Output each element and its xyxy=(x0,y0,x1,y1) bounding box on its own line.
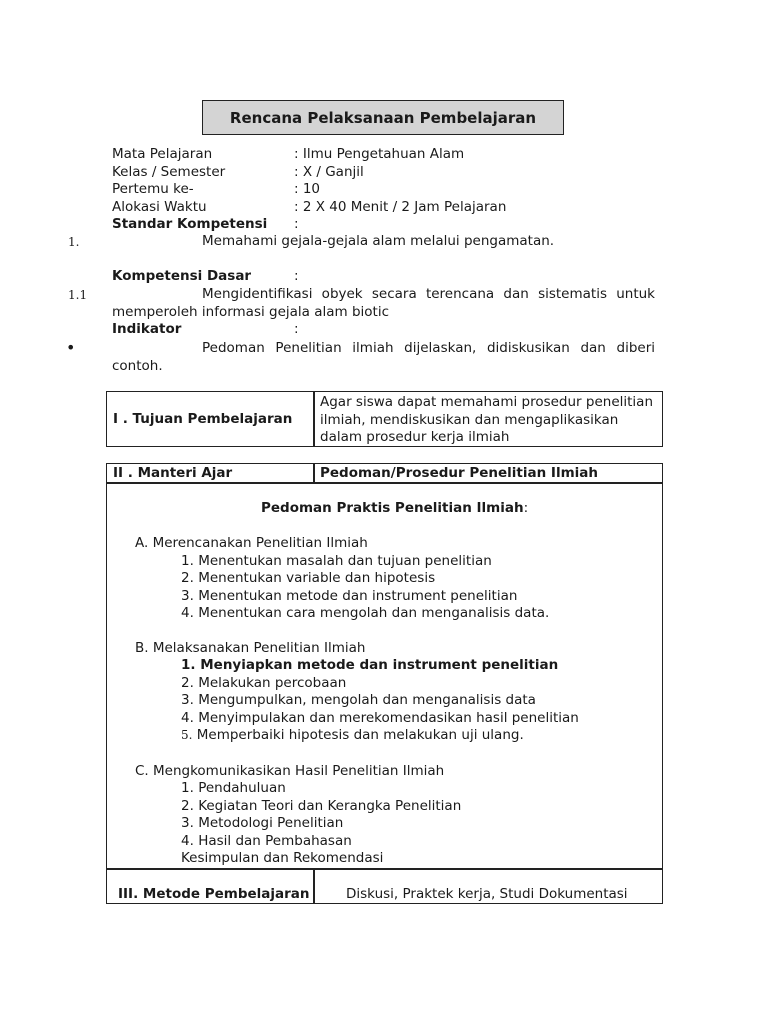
list-item-number: 3. xyxy=(181,587,194,604)
kompetensi-number: 1.1 xyxy=(68,288,88,302)
section-b-title: B. Melaksanakan Penelitian Ilmiah xyxy=(135,640,366,656)
metode-rule xyxy=(106,868,663,870)
list-item-number: 3. xyxy=(181,815,194,831)
info-label-kelas: Kelas / Semester xyxy=(112,163,226,180)
metode-label: III. Metode Pembelajaran xyxy=(118,886,310,902)
list-item-number: 1. xyxy=(181,780,194,796)
tujuan-line2: ilmiah, mendiskusikan dan mengaplikasikan xyxy=(320,411,619,428)
list-item-number: 3. xyxy=(181,692,194,708)
list-item xyxy=(181,605,549,623)
materi-label: II . Manteri Ajar xyxy=(113,465,233,481)
tujuan-divider xyxy=(313,391,315,447)
indikator-colon: : xyxy=(294,321,299,337)
standar-text: Memahami gejala-gejala alam melalui pengamatan. xyxy=(202,233,555,249)
list-item xyxy=(181,798,461,816)
list-item-number: 2. xyxy=(181,570,194,586)
list-item-number: 4. xyxy=(181,832,194,849)
list-item-number: 4. xyxy=(181,605,194,621)
indikator-bullet: • xyxy=(66,338,76,357)
list-item-text: Menentukan variable dan hipotesis xyxy=(198,570,436,586)
list-item-number: 2. xyxy=(181,674,194,691)
list-item xyxy=(181,727,579,745)
materi-value: Pedoman/Prosedur Penelitian Ilmiah xyxy=(320,465,598,481)
list-item xyxy=(181,780,461,798)
list-item-number: 1. xyxy=(181,552,194,569)
list-item-text: Metodologi Penelitian xyxy=(198,815,344,831)
materi-header-rule xyxy=(106,482,663,484)
kompetensi-line2: memperoleh informasi gejala alam biotic xyxy=(112,303,390,320)
materi-heading-text: Pedoman Praktis Penelitian Ilmiah xyxy=(261,500,524,516)
list-item xyxy=(181,833,461,851)
kompetensi-line1: Mengidentifikasi obyek secara terencana dan sistematis untuk xyxy=(202,286,655,302)
list-item-number: 2. xyxy=(181,797,194,814)
list-item-footer: Kesimpulan dan Rekomendasi xyxy=(181,850,384,866)
list-item-text: Hasil dan Pembahasan xyxy=(198,832,352,849)
list-item-number: 5. xyxy=(181,728,193,742)
section-b-list xyxy=(181,657,579,745)
tujuan-label: I . Tujuan Pembelajaran xyxy=(113,411,293,427)
list-item-text: Mengumpulkan, mengolah dan menganalisis data xyxy=(198,692,536,708)
list-item-text: Menentukan metode dan instrument penelitian xyxy=(198,587,518,604)
section-c-list xyxy=(181,780,461,868)
info-value-mata-pelajaran: : Ilmu Pengetahuan Alam xyxy=(294,146,465,162)
materi-heading-colon: : xyxy=(523,500,529,516)
list-item-number: 1. xyxy=(181,657,196,673)
list-item xyxy=(181,710,579,728)
list-item-text: Melakukan percobaan xyxy=(198,674,347,691)
metode-divider xyxy=(313,868,315,904)
list-item-text: Menyimpulakan dan merekomendasikan hasil penelitian xyxy=(198,709,579,726)
kompetensi-colon: : xyxy=(294,268,299,284)
tujuan-line1: Agar siswa dapat memahami prosedur penelitian xyxy=(320,394,654,410)
info-label-pertemuan: Pertemu ke- xyxy=(112,181,194,197)
metode-value: Diskusi, Praktek kerja, Studi Dokumentasi xyxy=(346,886,628,902)
indikator-label: Indikator xyxy=(112,321,182,337)
materi-header-divider xyxy=(313,463,315,483)
materi-heading xyxy=(261,500,528,516)
section-a-list xyxy=(181,553,549,623)
list-item xyxy=(181,588,549,606)
list-item-text: Menyiapkan metode dan instrument penelitian xyxy=(200,657,559,673)
list-item-text: Memperbaiki hipotesis dan melakukan uji ulang. xyxy=(196,727,524,743)
list-item xyxy=(181,657,579,675)
section-a-title: A. Merencanakan Penelitian Ilmiah xyxy=(135,535,368,551)
list-item xyxy=(181,553,549,571)
info-label-mata-pelajaran: Mata Pelajaran xyxy=(112,146,213,162)
list-item xyxy=(181,675,579,693)
standar-label: Standar Kompetensi xyxy=(112,216,268,232)
list-item-text: Menentukan masalah dan tujuan penelitian xyxy=(198,552,492,569)
document-title: Rencana Pelaksanaan Pembelajaran xyxy=(202,100,564,135)
list-item-text: Menentukan cara mengolah dan menganalisis data. xyxy=(198,605,550,621)
kompetensi-label: Kompetensi Dasar xyxy=(112,268,252,284)
list-item-text: Kegiatan Teori dan Kerangka Penelitian xyxy=(198,797,462,814)
list-item xyxy=(181,815,461,833)
section-c-title: C. Mengkomunikasikan Hasil Penelitian Ilmiah xyxy=(135,763,445,779)
list-item xyxy=(181,692,579,710)
list-item-number: 4. xyxy=(181,709,194,726)
indikator-line1: Pedoman Penelitian ilmiah dijelaskan, didiskusikan dan diberi xyxy=(202,340,655,356)
info-value-pertemuan: : 10 xyxy=(294,181,321,197)
info-value-kelas: : X / Ganjil xyxy=(294,163,364,180)
standar-number: 1. xyxy=(68,235,80,249)
tujuan-line3: dalam prosedur kerja ilmiah xyxy=(320,429,510,445)
list-item xyxy=(181,570,549,588)
info-label-alokasi: Alokasi Waktu xyxy=(112,198,207,215)
standar-colon: : xyxy=(294,216,299,232)
indikator-line2: contoh. xyxy=(112,357,163,374)
info-value-alokasi: : 2 X 40 Menit / 2 Jam Pelajaran xyxy=(294,198,507,215)
list-item-text: Pendahuluan xyxy=(198,780,286,796)
